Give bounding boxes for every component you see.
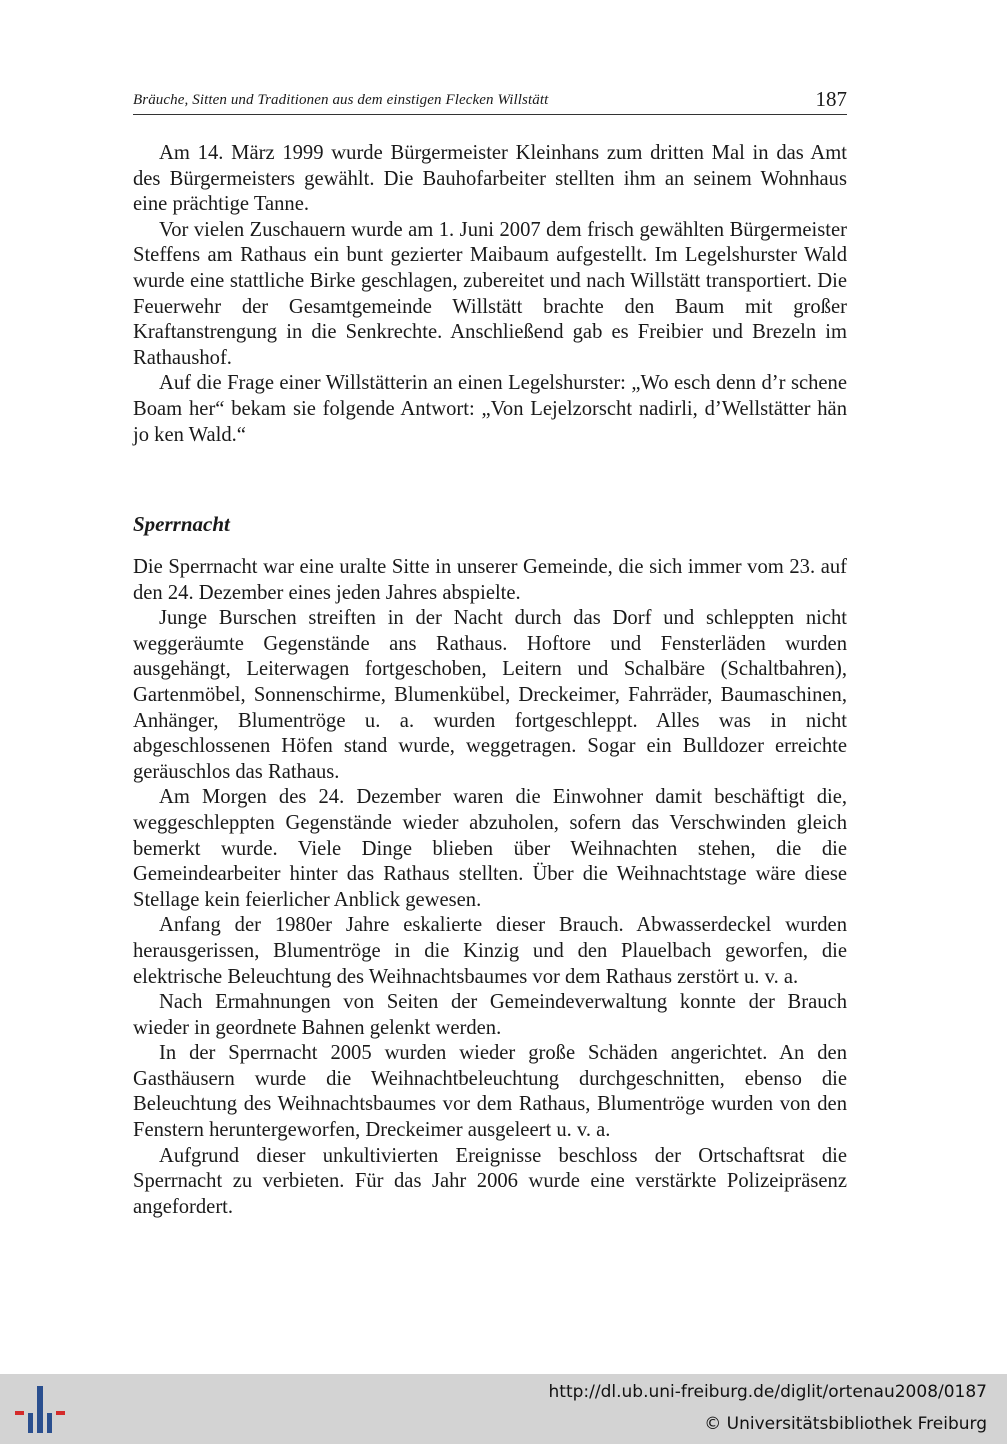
paragraph: Am Morgen des 24. Dezember waren die Einwohner damit beschäftigt die, weggeschleppten Gegenstände wieder abzuholen, sofern das Verschwinden gleich bemerkt wurde. Viele Dinge blieben über Weihnachten stehen, die die Gemeindearbeiter hinter das Rathaus stellten. Über die Weihnachtstage wäre diese Stellage kein feierlicher Anblick gewesen. bbox=[133, 786, 847, 911]
paragraph: Vor vielen Zuschauern wurde am 1. Juni 2007 dem frisch gewählten Bürgermeister Steffens am Rathaus ein bunt gezierter Maibaum aufgestellt. Im Legelshurster Wald wurde eine stattliche Birke geschlagen, zubereitet und nach Willstätt transportiert. Die Feuerwehr der Gesamtgemeinde Willstätt brachte den Baum mit großer Kraftanstrengung in die Senkrechte. Anschließend gab es Freibier und Brezeln im Rathaushof. bbox=[133, 218, 847, 369]
paragraph: Am 14. März 1999 wurde Bürgermeister Kleinhans zum dritten Mal in das Amt des Bürgermeisters gewählt. Die Bauhofarbeiter stellten ihm an seinem Wohnhaus eine prächtige Tanne. bbox=[133, 142, 847, 216]
running-title: Bräuche, Sitten und Traditionen aus dem einstigen Flecken Willstätt bbox=[133, 92, 549, 108]
paragraph: Nach Ermahnungen von Seiten der Gemeindeverwaltung konnte der Brauch wieder in geordnete Bahnen gelenkt werden. bbox=[133, 991, 847, 1039]
page-number: 187 bbox=[815, 87, 847, 111]
footer-copyright: © Universitätsbibliothek Freiburg bbox=[704, 1414, 987, 1434]
paragraph: Die Sperrnacht war eine uralte Sitte in unserer Gemeinde, die sich immer vom 23. auf den 24. Dezember eines jeden Jahres abspielte. bbox=[133, 556, 847, 604]
page-header bbox=[133, 86, 847, 115]
paragraph: In der Sperrnacht 2005 wurden wieder große Schäden angerichtet. An den Gasthäusern wurde die Weihnachtbeleuchtung durchgeschnitten, ebenso die Beleuchtung des Weihnachtsbaumes vor dem Rathaus, Blumentröge wurden von den Fenstern heruntergeworfen, Dreckeimer ausgeleert u. v. a. bbox=[133, 1042, 847, 1142]
section-heading: Sperrnacht bbox=[133, 512, 230, 536]
paragraph: Aufgrund dieser unkultivierten Ereignisse beschloss der Ortschaftsrat die Sperrnacht zu verbieten. Für das Jahr 2006 wurde eine verstärkte Polizeipräsenz angefordert. bbox=[133, 1144, 847, 1218]
body-text-section bbox=[133, 555, 847, 1220]
footer-bar bbox=[0, 1374, 1007, 1444]
paragraph: Junge Burschen streiften in der Nacht durch das Dorf und schleppten nicht weggeräumte Gegenstände ans Rathaus. Hoftore und Fensterläden wurden ausgehängt, Leiterwagen fortgeschoben, Leitern und Schalbäre (Schaltbahren), Gartenmöbel, Sonnenschirme, Blumenkübel, Dreckeimer, Fahrräder, Baumaschinen, Anhänger, Blumentröge u. a. wurden fortgeschleppt. Alles was in nicht abgeschlossenen Höfen stand wurde, weggetragen. Sogar ein Bulldozer erreichte geräuschlos das Rathaus. bbox=[133, 607, 847, 783]
body-text-top bbox=[133, 141, 847, 448]
paragraph: Auf die Frage einer Willstätterin an einen Legelshurster: „Wo esch denn d’r schene Boam her“ bekam sie folgende Antwort: „Von Lejelzorscht nadirli, d’Wellstätter hän jo ken Wald.“ bbox=[133, 372, 847, 446]
footer-url-link[interactable]: http://dl.ub.uni-freiburg.de/diglit/ortenau2008/0187 bbox=[548, 1382, 987, 1402]
library-logo-icon bbox=[14, 1384, 66, 1436]
paragraph: Anfang der 1980er Jahre eskalierte dieser Brauch. Abwasserdeckel wurden herausgerissen, Blumentröge in die Kinzig und den Plauelbach geworfen, die elektrische Beleuchtung des Weihnachtsbaumes vor dem Rathaus zerstört u. v. a. bbox=[133, 914, 847, 988]
